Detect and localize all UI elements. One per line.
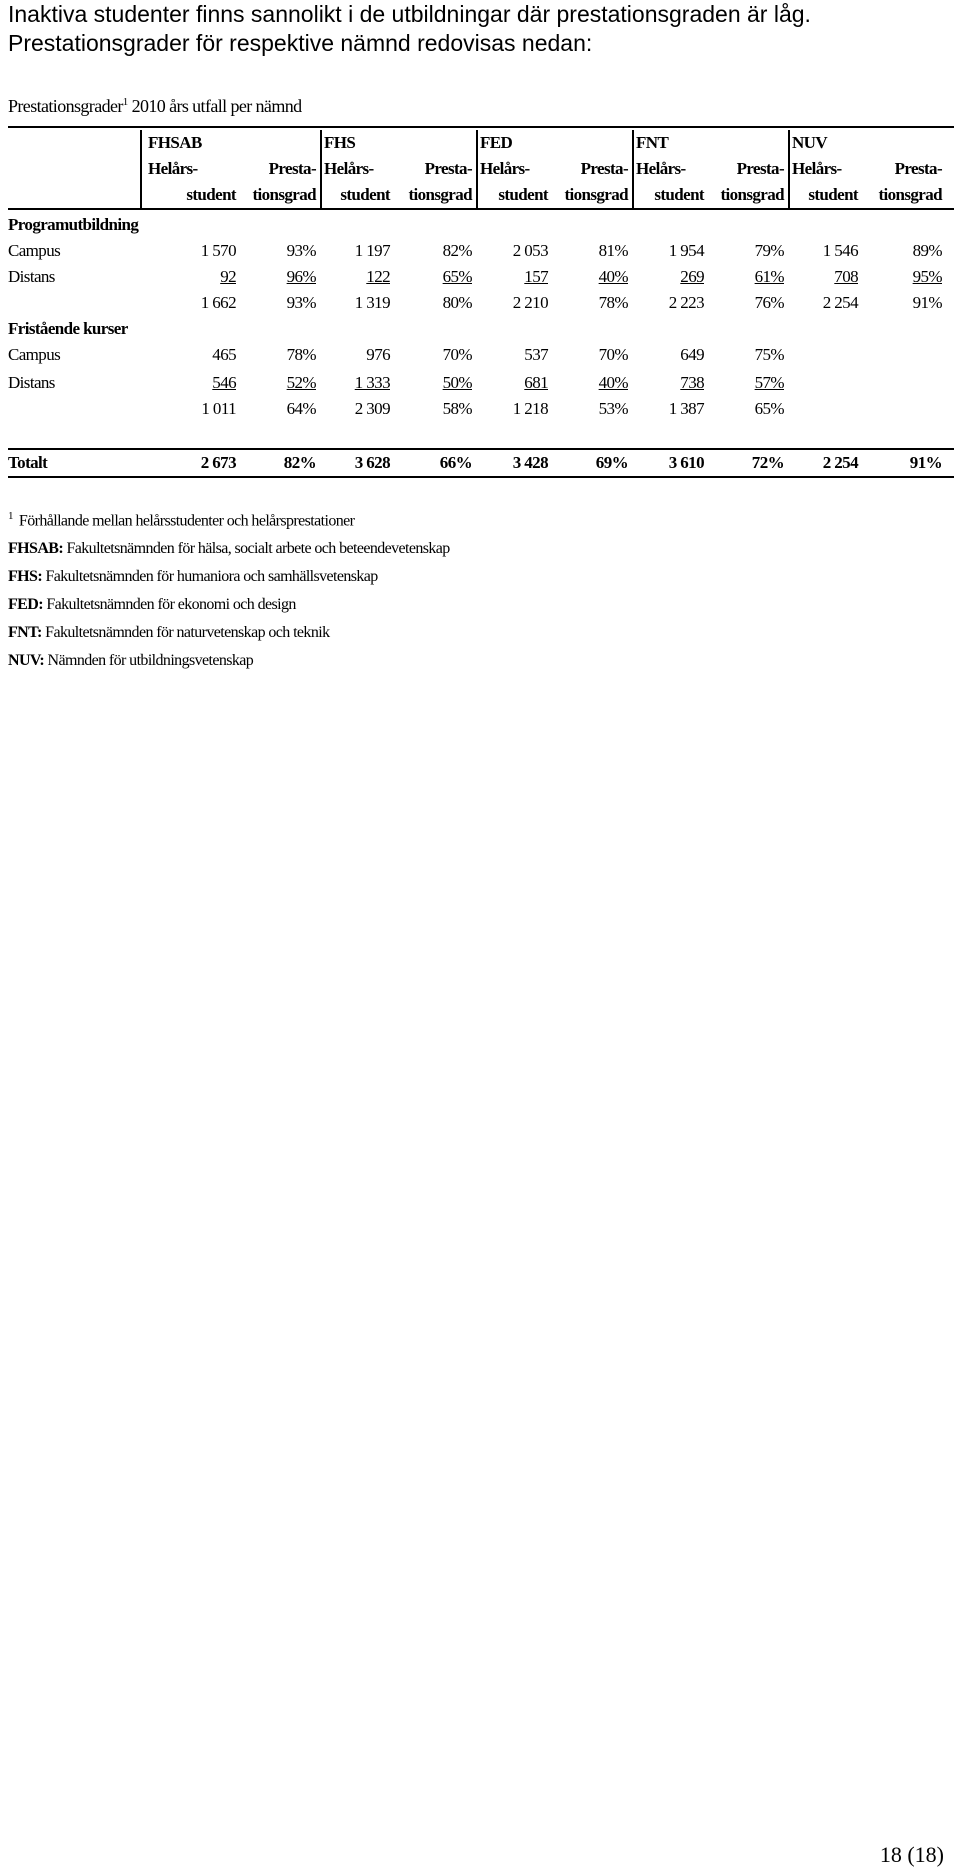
col-header-helarsstudent: Helårs- xyxy=(480,159,530,178)
intro-line-2: Prestationsgrader för respektive nämnd redovisas nedan: xyxy=(8,30,593,56)
table-cell: 69% xyxy=(595,453,628,472)
col-header-prestationsgrad: tionsgrad xyxy=(564,185,628,204)
table-cell xyxy=(913,264,942,290)
footnote-text: Nämnden för utbildningsvetenskap xyxy=(44,652,254,669)
table-row-label: Campus xyxy=(8,241,61,260)
table-cell: 1 954 xyxy=(668,241,704,260)
table-cell xyxy=(220,264,236,290)
header-rule xyxy=(8,208,954,210)
table-cell-value: 738 xyxy=(680,373,704,392)
table-cell-value: 681 xyxy=(524,373,548,392)
col-header-helarsstudent: student xyxy=(498,185,548,204)
footnote xyxy=(8,540,450,558)
table-cell-value: 1 333 xyxy=(354,373,390,392)
total-bottom-rule xyxy=(8,476,954,478)
table-cell: 75% xyxy=(754,345,784,364)
table-cell-value: 122 xyxy=(366,267,390,286)
table-cell: 65% xyxy=(754,399,784,418)
table-cell: 1 662 xyxy=(200,293,236,312)
table-cell: 1 218 xyxy=(512,399,548,418)
table-cell xyxy=(524,264,548,290)
col-header-prestationsgrad: Presta- xyxy=(580,159,628,178)
table-cell: 649 xyxy=(680,345,704,364)
table-cell-value: 269 xyxy=(680,267,704,286)
table-cell: 2 254 xyxy=(822,293,858,312)
section-title: Fristående kurser xyxy=(8,319,128,338)
footnote-marker: 1 xyxy=(8,510,13,522)
table-cell: 64% xyxy=(286,399,316,418)
col-header-helarsstudent: student xyxy=(340,185,390,204)
table-cell: 976 xyxy=(366,345,390,364)
total-row-label: Totalt xyxy=(8,453,48,472)
intro-line-1: Inaktiva studenter finns sannolikt i de utbildningar där prestationsgraden är låg. xyxy=(8,1,811,27)
footnote-text: Förhållande mellan helårsstudenter och helårsprestationer xyxy=(18,512,355,530)
table-cell xyxy=(680,370,704,396)
table-cell xyxy=(355,370,390,396)
col-header-prestationsgrad: Presta- xyxy=(424,159,472,178)
table-cell xyxy=(524,370,548,396)
col-header-helarsstudent: Helårs- xyxy=(148,159,198,178)
table-cell: 465 xyxy=(212,345,236,364)
table-cell-value: 92 xyxy=(220,267,236,286)
table-cell: 79% xyxy=(754,241,784,260)
col-header-helarsstudent: Helårs- xyxy=(324,159,374,178)
table-cell xyxy=(443,370,472,396)
table-cell: 91% xyxy=(909,453,942,472)
table-cell-value: 95% xyxy=(912,267,942,286)
table-cell: 1 011 xyxy=(201,399,236,418)
table-cell: 3 610 xyxy=(668,453,704,472)
table-row-label: Distans xyxy=(8,267,55,286)
col-header-helarsstudent: student xyxy=(186,185,236,204)
col-header-helarsstudent: Helårs- xyxy=(792,159,842,178)
footnote xyxy=(8,568,378,586)
table-cell: 2 210 xyxy=(512,293,548,312)
group-header: FED xyxy=(480,133,513,152)
table-cell xyxy=(680,264,704,290)
section-title: Programutbildning xyxy=(8,215,139,234)
table-cell: 58% xyxy=(442,399,472,418)
footnote xyxy=(8,624,329,642)
table-cell-value: 546 xyxy=(212,373,236,392)
table-cell-value: 40% xyxy=(598,267,628,286)
table-cell: 1 319 xyxy=(354,293,390,312)
table-row-label: Campus xyxy=(8,345,61,364)
table-row-label: Distans xyxy=(8,373,55,392)
col-header-prestationsgrad: Presta- xyxy=(268,159,316,178)
footnote-abbreviation: FHSAB: xyxy=(8,540,64,557)
footnote-abbreviation: FNT: xyxy=(8,624,42,641)
table-cell: 78% xyxy=(286,345,316,364)
table-cell-value: 65% xyxy=(442,267,472,286)
col-header-prestationsgrad: Presta- xyxy=(736,159,784,178)
table-cell: 89% xyxy=(912,241,942,260)
table-cell xyxy=(755,264,784,290)
col-header-helarsstudent: Helårs- xyxy=(636,159,686,178)
footnote-abbreviation: FED: xyxy=(8,596,43,613)
table-cell: 80% xyxy=(442,293,472,312)
table-cell: 1 570 xyxy=(200,241,236,260)
table-cell-value: 52% xyxy=(286,373,316,392)
footnote xyxy=(8,596,296,614)
table-cell: 70% xyxy=(598,345,628,364)
footnote-abbreviation: NUV: xyxy=(8,652,45,669)
table-cell xyxy=(287,264,316,290)
group-header: FHS xyxy=(324,133,356,152)
table-cell-value: 40% xyxy=(598,373,628,392)
table-cell: 76% xyxy=(754,293,784,312)
table-cell xyxy=(755,370,784,396)
table-cell: 537 xyxy=(524,345,548,364)
table-cell: 82% xyxy=(442,241,472,260)
table-cell: 72% xyxy=(751,453,784,472)
footnote-text: Fakultetsnämnden för ekonomi och design xyxy=(42,596,296,613)
table-cell xyxy=(212,370,236,396)
table-cell: 3 628 xyxy=(354,453,390,472)
col-header-helarsstudent: student xyxy=(654,185,704,204)
table-cell-value: 96% xyxy=(286,267,316,286)
table-cell xyxy=(443,264,472,290)
table-cell: 81% xyxy=(598,241,628,260)
header-divider xyxy=(788,130,790,208)
table-cell: 2 053 xyxy=(512,241,548,260)
col-header-prestationsgrad: tionsgrad xyxy=(720,185,784,204)
table-cell: 66% xyxy=(439,453,472,472)
table-cell xyxy=(834,264,858,290)
footnote-text: Fakultetsnämnden för naturvetenskap och teknik xyxy=(41,624,330,641)
footnote xyxy=(8,652,253,670)
group-header: FNT xyxy=(636,133,669,152)
table-cell xyxy=(599,370,628,396)
col-header-prestationsgrad: tionsgrad xyxy=(252,185,316,204)
table-cell: 93% xyxy=(286,293,316,312)
table-cell xyxy=(366,264,390,290)
table-cell-value: 50% xyxy=(442,373,472,392)
page-number: 18 (18) xyxy=(879,1842,944,1867)
table-cell-value: 57% xyxy=(754,373,784,392)
caption-rule xyxy=(8,126,954,128)
footnote-text: Fakultetsnämnden för hälsa, socialt arbete och beteendevetenskap xyxy=(63,540,450,557)
table-cell-value: 708 xyxy=(834,267,858,286)
col-header-helarsstudent: student xyxy=(808,185,858,204)
table-cell: 53% xyxy=(598,399,628,418)
header-divider xyxy=(140,130,142,208)
table-cell: 1 546 xyxy=(822,241,858,260)
table-cell: 3 428 xyxy=(512,453,548,472)
col-header-prestationsgrad: Presta- xyxy=(894,159,942,178)
table-cell: 91% xyxy=(912,293,942,312)
table-cell: 2 254 xyxy=(822,453,858,472)
table-cell-value: 157 xyxy=(524,267,548,286)
header-divider xyxy=(632,130,634,208)
table-caption: Prestationsgrader$^1$ 2010 års utfall per nämnd xyxy=(8,96,302,116)
table-cell: 2 309 xyxy=(354,399,390,418)
col-header-prestationsgrad: tionsgrad xyxy=(878,185,942,204)
group-header: FHSAB xyxy=(148,133,202,152)
table-cell xyxy=(599,264,628,290)
table-cell-value: 61% xyxy=(754,267,784,286)
footnote-abbreviation: FHS: xyxy=(8,568,43,585)
table-cell: 2 223 xyxy=(668,293,704,312)
table-cell: 78% xyxy=(598,293,628,312)
footnote xyxy=(8,510,354,530)
table-cell: 70% xyxy=(442,345,472,364)
header-divider xyxy=(320,130,322,208)
header-divider xyxy=(476,130,478,208)
table-cell xyxy=(287,370,316,396)
col-header-prestationsgrad: tionsgrad xyxy=(408,185,472,204)
table-cell: 1 387 xyxy=(668,399,704,418)
table-cell: 1 197 xyxy=(354,241,390,260)
footnote-text: Fakultetsnämnden för humaniora och samhällsvetenskap xyxy=(42,568,378,585)
total-top-rule xyxy=(8,448,954,450)
table-cell: 82% xyxy=(283,453,316,472)
table-cell: 93% xyxy=(286,241,316,260)
intro-text xyxy=(8,0,811,58)
table-cell: 2 673 xyxy=(200,453,236,472)
group-header: NUV xyxy=(792,133,828,152)
